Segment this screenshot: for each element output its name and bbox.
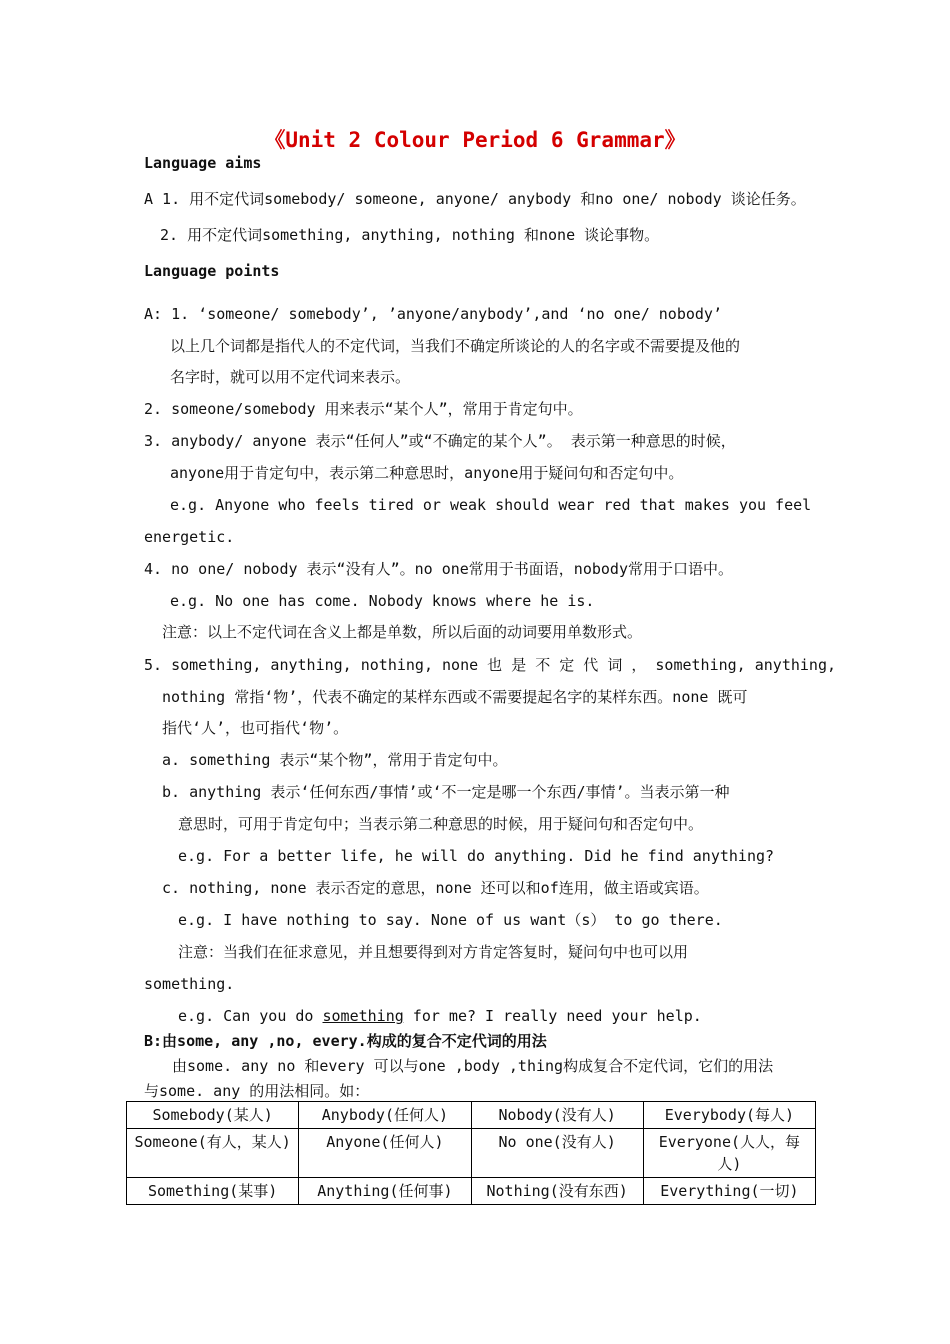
table-row <box>127 1102 816 1129</box>
table-cell: Anybody(任何人) <box>299 1102 471 1129</box>
section-b-line-2: 与some. any 的用法相同。如： <box>144 1082 370 1100</box>
point-5c-example: e.g. I have nothing to say. None of us want（s） to go there. <box>178 911 723 929</box>
point-5a: a. something 表示“某个物”，常用于肯定句中。 <box>162 751 508 769</box>
section-b-heading: B:由some, any ,no, every.构成的复合不定代词的用法 <box>144 1032 547 1050</box>
example-underlined: something <box>322 1007 404 1025</box>
point-1: A: 1. ‘someone/ somebody’, ’anyone/anybody’,and ‘no one/ nobody’ <box>144 305 722 323</box>
point-3-example: e.g. Anyone who feels tired or weak should wear red that makes you feel <box>170 496 812 514</box>
language-points-heading: Language points <box>144 262 280 280</box>
table-cell: Somebody(某人) <box>127 1102 299 1129</box>
note-2: 注意：当我们在征求意见，并且想要得到对方肯定答复时，疑问句中也可以用 <box>178 943 689 961</box>
aim-2: 2. 用不定代词something, anything, nothing 和none 谈论事物。 <box>160 226 660 244</box>
language-aims-heading: Language aims <box>144 154 262 172</box>
note-2-example <box>178 1006 702 1026</box>
point-5-text: nothing 常指‘物’，代表不确定的某样东西或不需要提起名字的某样东西。none 既可 <box>162 688 748 706</box>
point-4: 4. no one/ nobody 表示“没有人”。no one常用于书面语，nobody常用于口语中。 <box>144 560 733 578</box>
point-5b: b. anything 表示‘任何东西/事情’或‘不一定是哪一个东西/事情’。当表示第一种 <box>162 783 730 801</box>
point-5b-example: e.g. For a better life, he will do anything. Did he find anything? <box>178 847 775 865</box>
point-5b-text: 意思时，可用于肯定句中；当表示第二种意思的时候，用于疑问句和否定句中。 <box>178 815 704 833</box>
point-2: 2. someone/somebody 用来表示“某个人”，常用于肯定句中。 <box>144 400 583 418</box>
aim-1: A 1. 用不定代词somebody/ someone, anyone/ anybody 和no one/ nobody 谈论任务。 <box>144 190 806 208</box>
example-prefix: e.g. Can you do <box>178 1007 323 1025</box>
table-cell: Everybody(每人) <box>643 1102 815 1129</box>
point-3-text: anyone用于肯定句中，表示第二种意思时，anyone用于疑问句和否定句中。 <box>170 464 684 482</box>
table-row <box>127 1129 816 1178</box>
point-5: 5. something, anything, nothing, none 也 是 不 定 代 词 ， something, anything, <box>144 656 837 674</box>
example-suffix: for me? I really need your help. <box>403 1007 702 1025</box>
point-5-text-2: 指代‘人’，也可指代‘物’。 <box>162 719 349 737</box>
point-1-text-2: 名字时，就可以用不定代词来表示。 <box>170 368 411 386</box>
pronoun-table <box>126 1101 816 1205</box>
table-cell: Someone(有人，某人) <box>127 1129 299 1178</box>
note-1: 注意：以上不定代词在含义上都是单数，所以后面的动词要用单数形式。 <box>162 623 643 641</box>
point-1-text: 以上几个词都是指代人的不定代词，当我们不确定所谈论的人的名字或不需要提及他的 <box>170 337 741 355</box>
table-cell: Everything(一切) <box>643 1178 815 1205</box>
table-cell: Anyone(任何人) <box>299 1129 471 1178</box>
table-cell: No one(没有人) <box>471 1129 643 1178</box>
table-row <box>127 1178 816 1205</box>
note-2-cont: something. <box>144 975 235 993</box>
table-cell: Anything(任何事) <box>299 1178 471 1205</box>
table-cell: Nothing(没有东西) <box>471 1178 643 1205</box>
point-4-example: e.g. No one has come. Nobody knows where he is. <box>170 592 595 610</box>
point-5c: c. nothing, none 表示否定的意思，none 还可以和of连用，做主语或宾语。 <box>162 879 709 897</box>
table-cell: Something(某事) <box>127 1178 299 1205</box>
table-cell: Nobody(没有人) <box>471 1102 643 1129</box>
point-3: 3. anybody/ anyone 表示“任何人”或“不确定的某个人”。 表示第一种意思的时候， <box>144 432 736 450</box>
section-b-line-1: 由some. any no 和every 可以与one ,body ,thing构成复合不定代词，它们的用法 <box>172 1057 774 1075</box>
point-3-example-cont: energetic. <box>144 528 235 546</box>
table-cell: Everyone(人人，每人) <box>643 1129 815 1178</box>
page-title: 《Unit 2 Colour Period 6 Grammar》 <box>264 128 686 152</box>
